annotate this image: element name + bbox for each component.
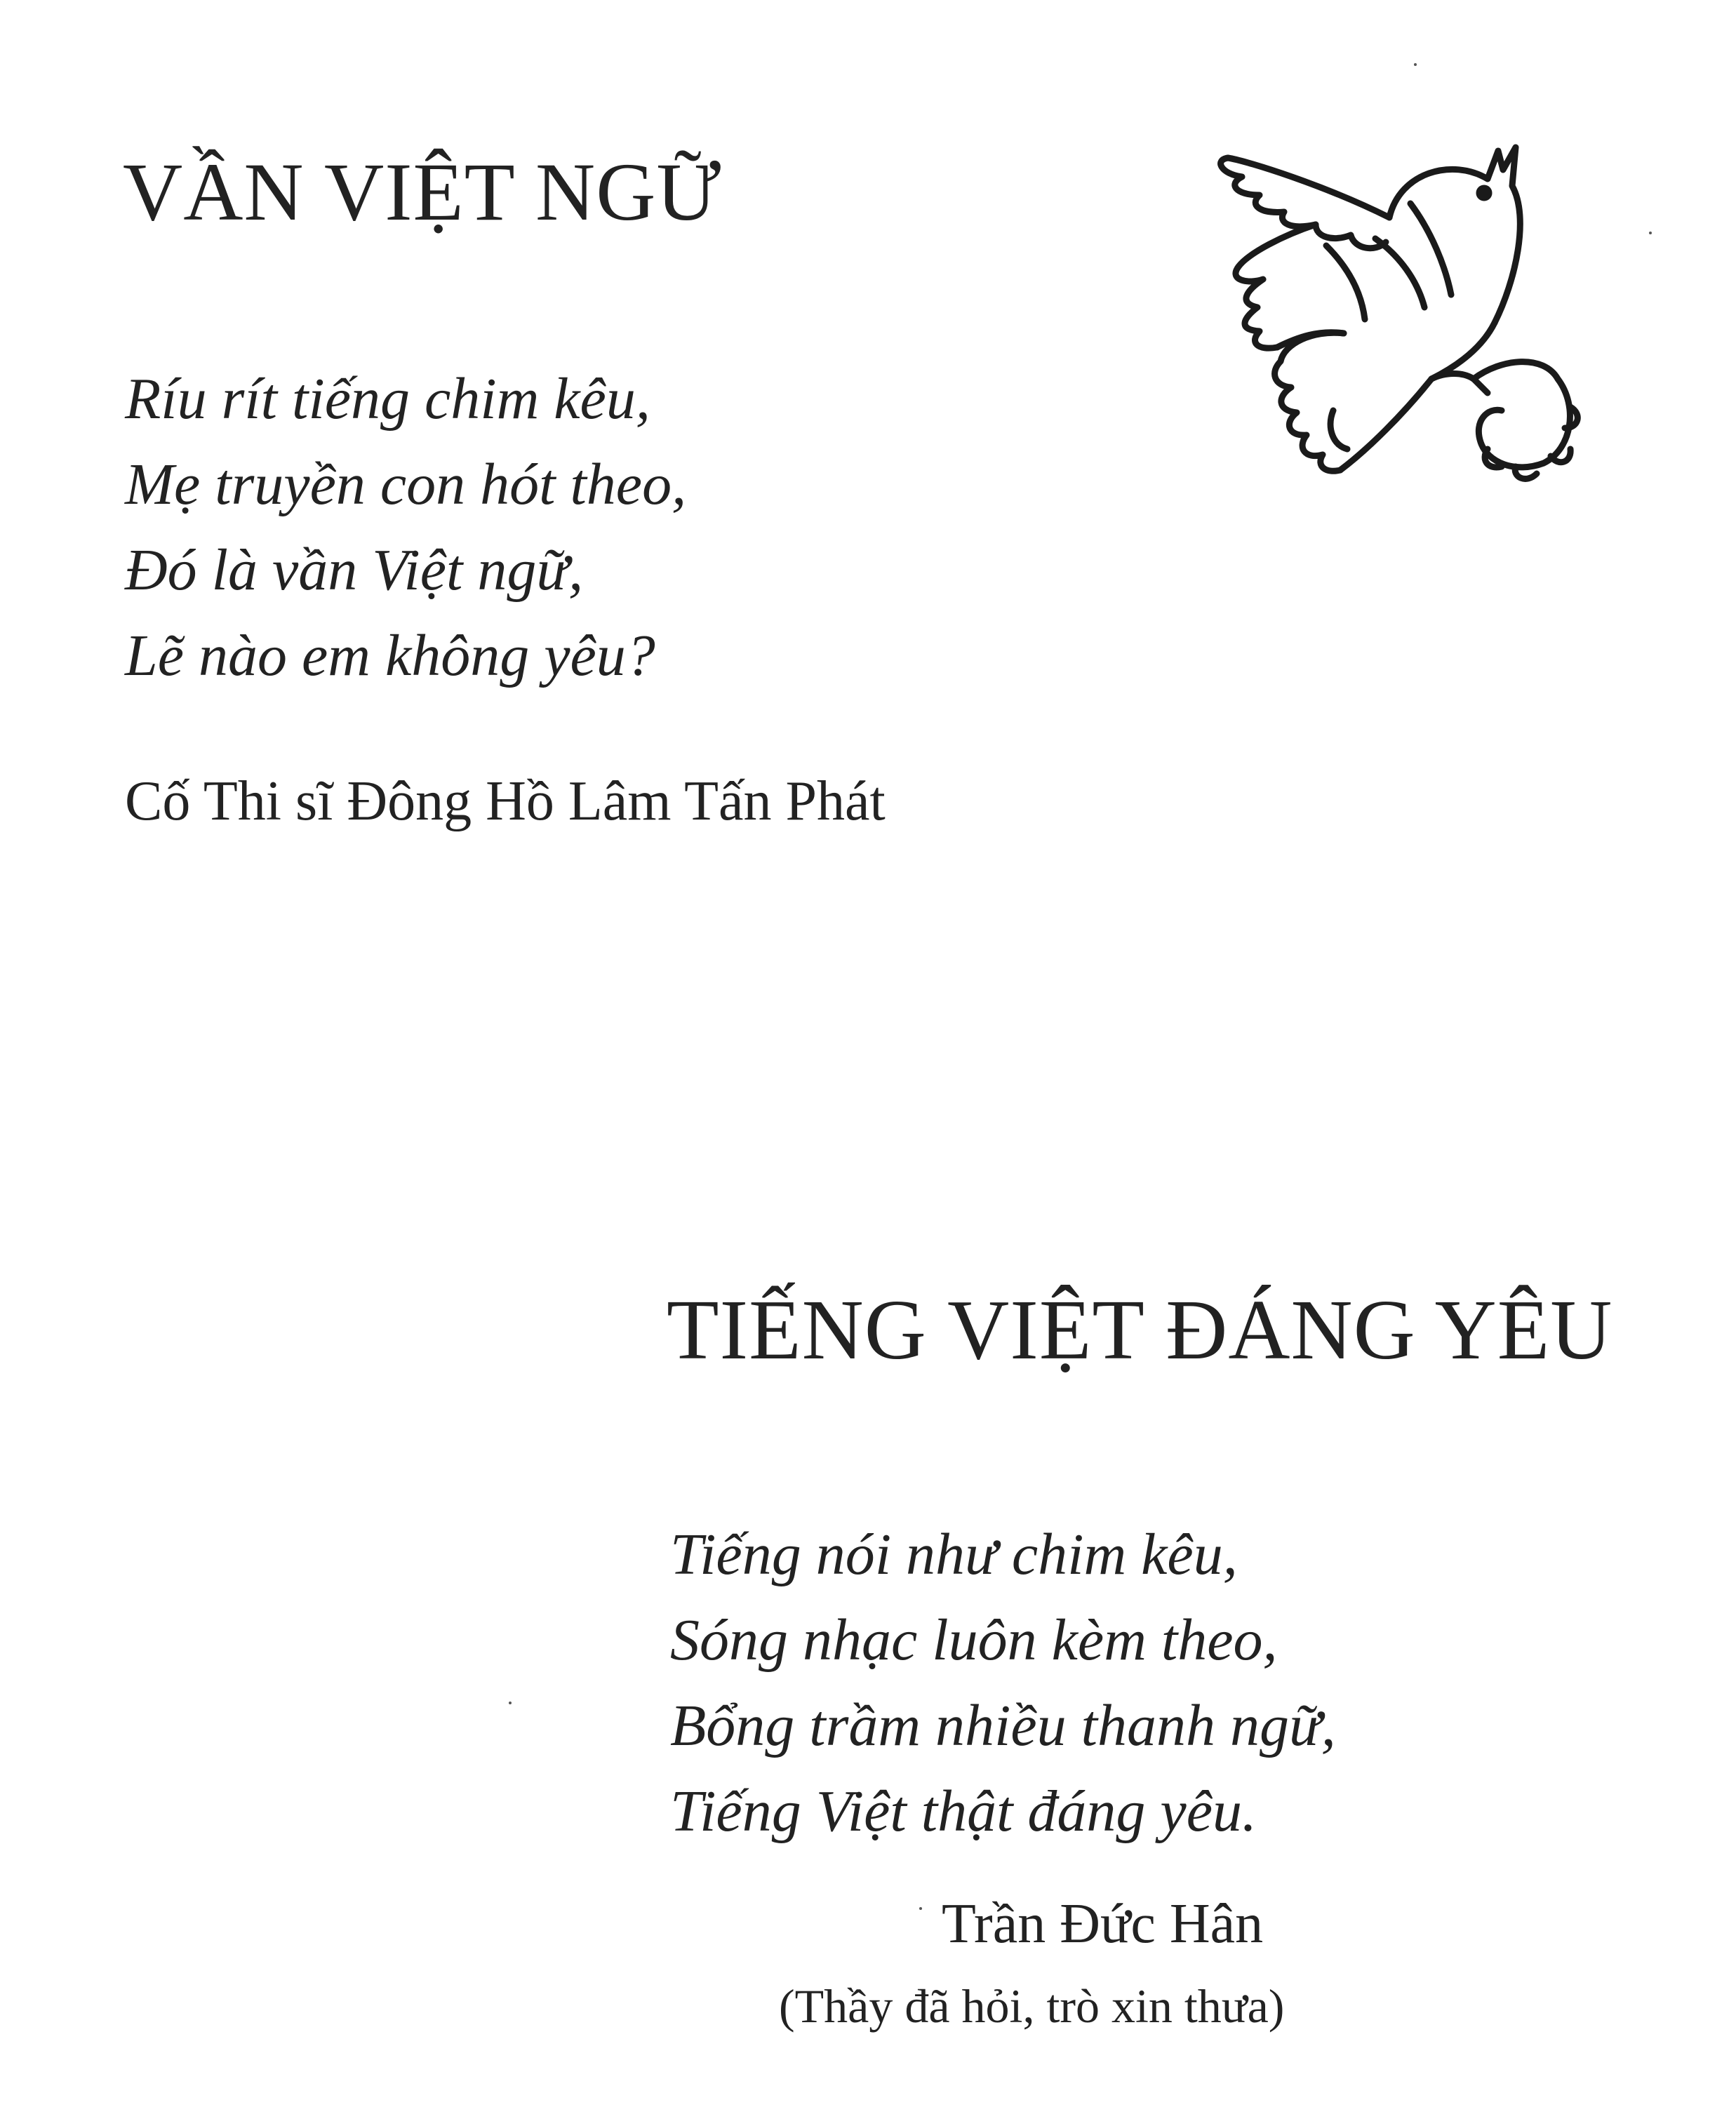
verse-line: Tiếng nói như chim kêu,: [670, 1522, 1238, 1587]
verse-line: Tiếng Việt thật đáng yêu.: [670, 1779, 1257, 1844]
verse-line: Bổng trầm nhiều thanh ngữ,: [670, 1693, 1336, 1758]
verse-line: Đó là vần Việt ngữ,: [125, 537, 584, 603]
verse-line: Lẽ nào em không yêu?: [125, 623, 655, 688]
dove-icon: [996, 119, 1628, 575]
poem-source: (Thầy đã hỏi, trò xin thưa): [779, 1979, 1285, 2033]
poem-verse: [670, 1512, 1336, 1854]
poem-author: Cố Thi sĩ Đông Hồ Lâm Tấn Phát: [125, 770, 886, 832]
speck: [1649, 232, 1652, 234]
speck: [509, 1702, 512, 1704]
verse-line: Ríu rít tiếng chim kêu,: [125, 366, 650, 432]
poem-verse: [125, 356, 686, 699]
verse-line: Mẹ truyền con hót theo,: [125, 452, 687, 517]
poem-title: TIẾNG VIỆT ĐÁNG YÊU: [667, 1283, 1613, 1377]
speck: [919, 1907, 922, 1910]
poem-title: VẦN VIỆT NGỮ: [123, 146, 722, 238]
poem-author: Trần Đức Hân: [942, 1893, 1264, 1955]
verse-line: Sóng nhạc luôn kèm theo,: [670, 1608, 1278, 1673]
speck: [1414, 63, 1417, 66]
